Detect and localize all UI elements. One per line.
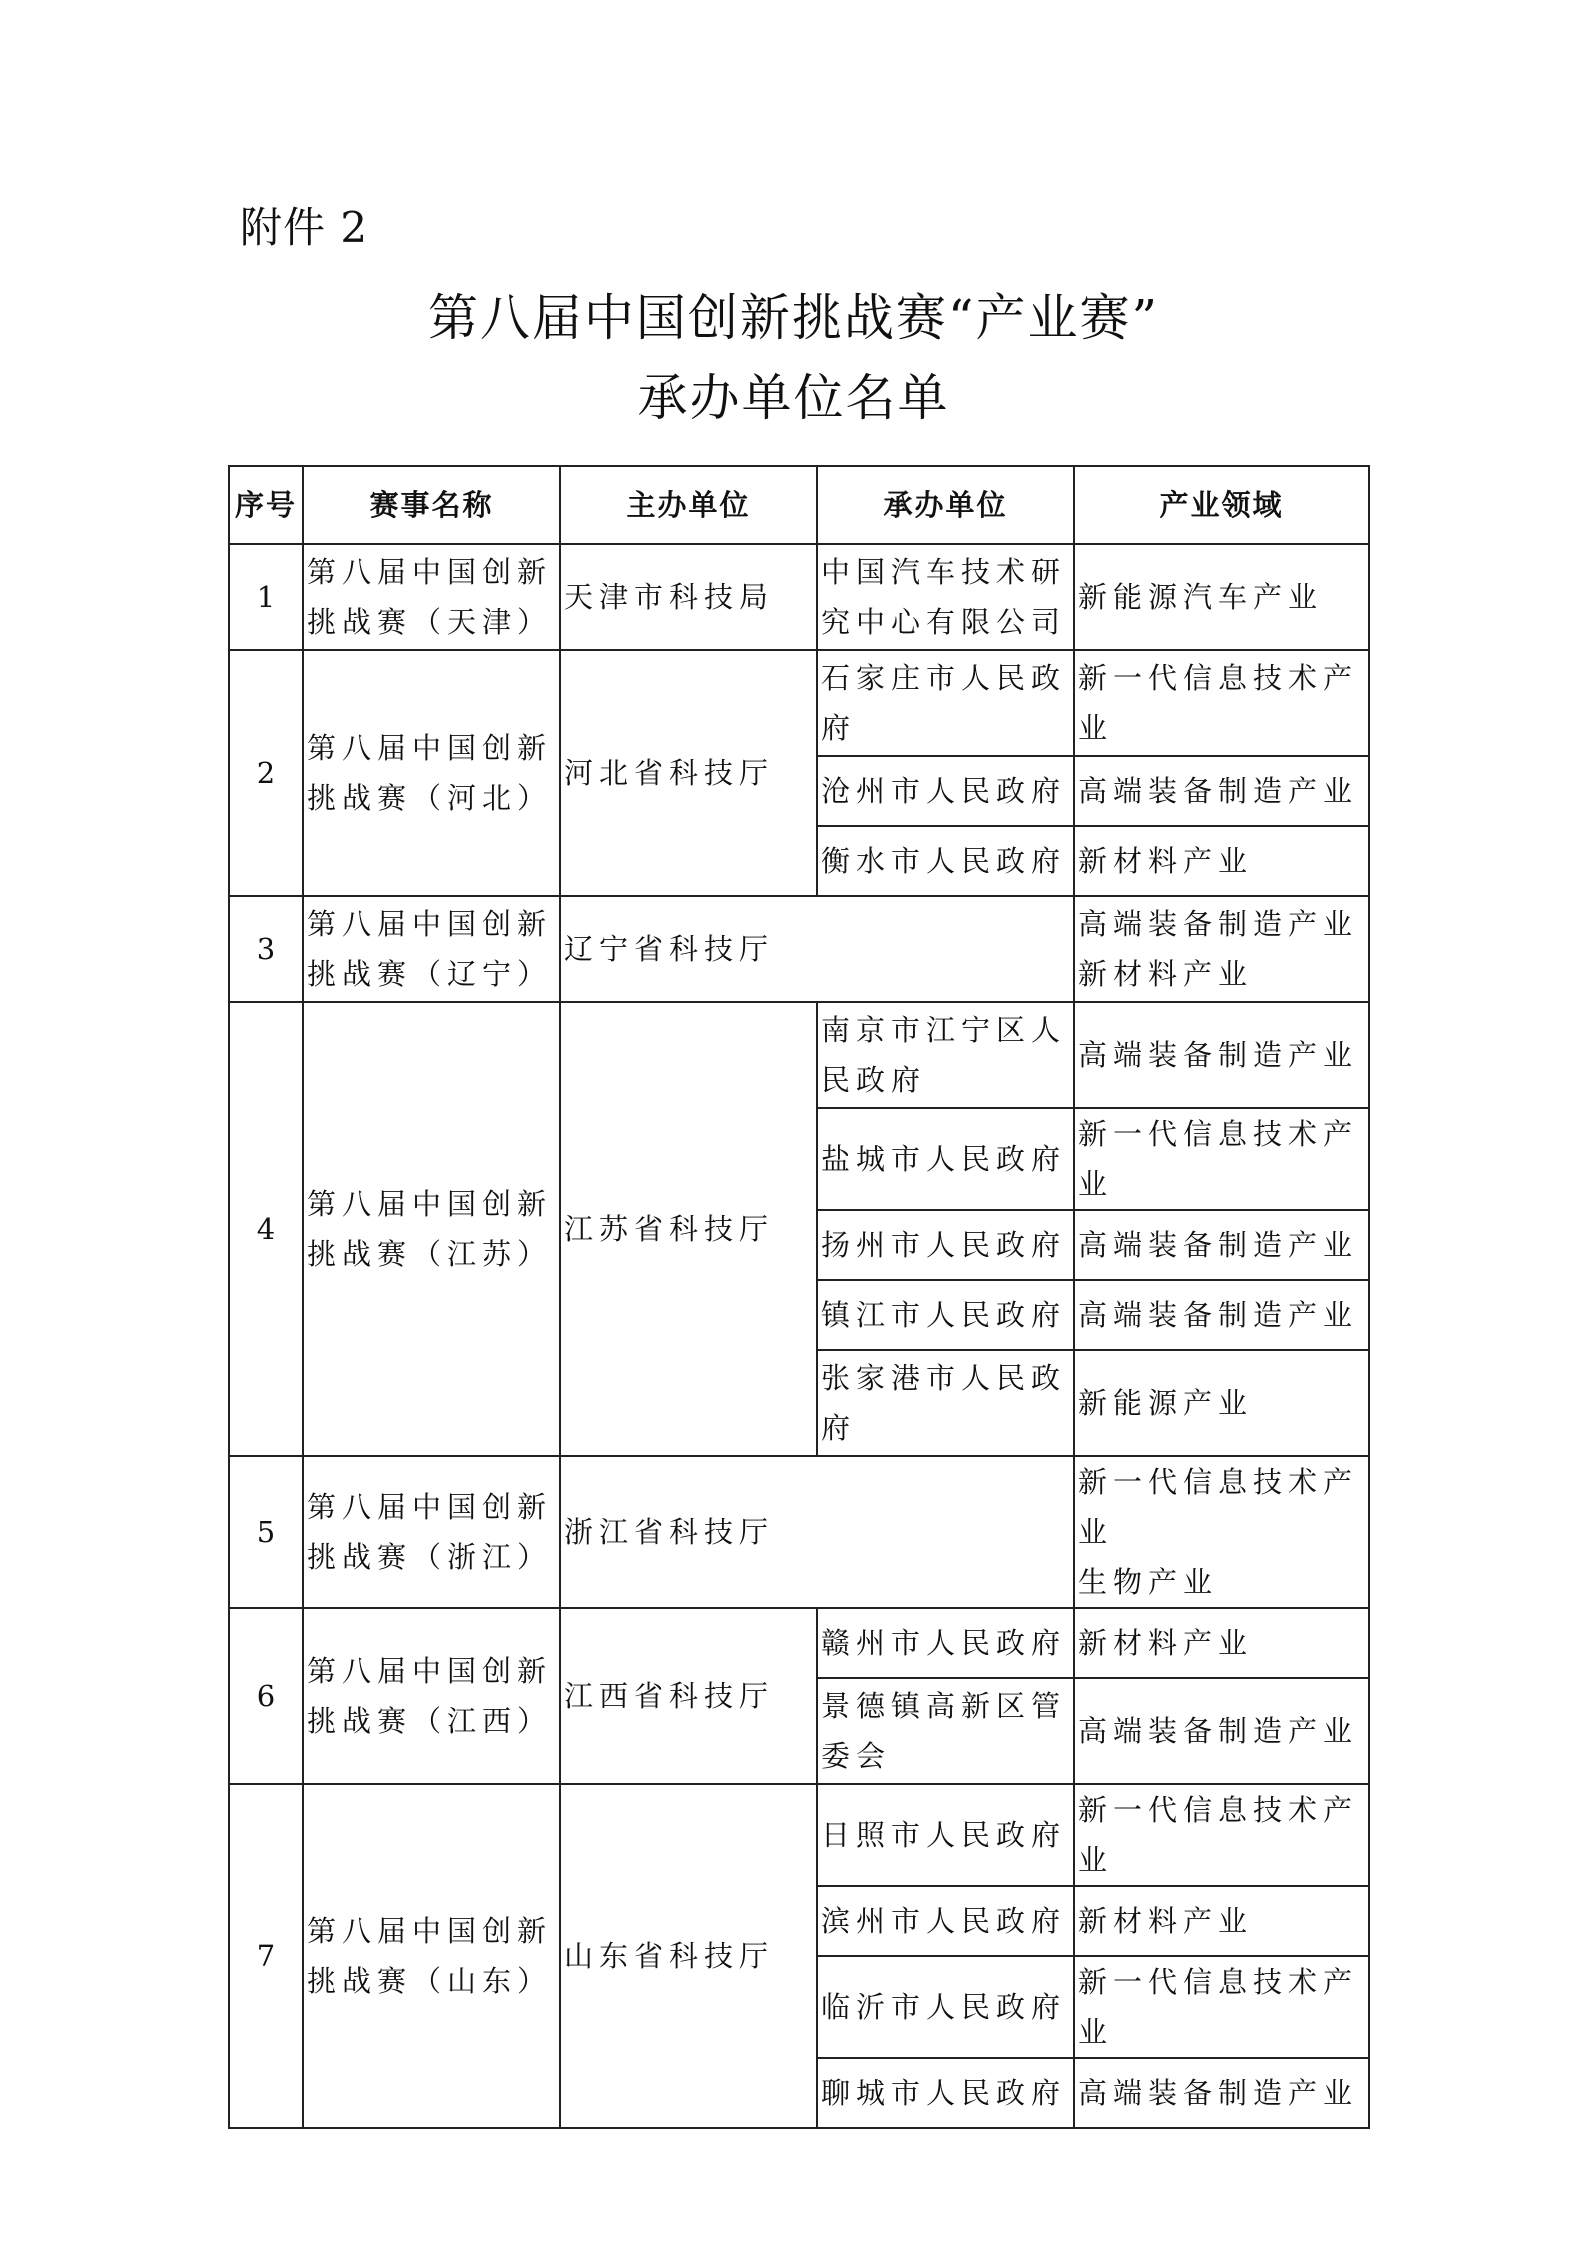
industry-cell: 新材料产业 [1074,826,1369,896]
industry-line: 生物产业 [1078,1565,1219,1599]
event-name: 第八届中国创新挑战赛（浙江） [303,1456,560,1608]
header-industry: 产业领域 [1074,466,1369,544]
event-host: 江西省科技厅 [560,1608,817,1784]
industry-cell: 新材料产业 [1074,1608,1369,1678]
organizer-cell: 景德镇高新区管委会 [817,1678,1074,1784]
industry-cell: 新能源汽车产业 [1074,544,1369,650]
header-seq: 序号 [229,466,303,544]
event-seq: 5 [229,1456,303,1608]
industry-cell: 高端装备制造产业 [1074,1280,1369,1350]
table-row [229,544,1369,650]
event-name: 第八届中国创新挑战赛（江苏） [303,1002,560,1456]
industry-cell: 高端装备制造产业 [1074,1002,1369,1108]
event-name: 第八届中国创新挑战赛（辽宁） [303,896,560,1002]
event-name: 第八届中国创新挑战赛（河北） [303,650,560,896]
document-subtitle: 承办单位名单 [637,369,950,427]
table-header-row [229,466,1369,544]
industry-cell: 高端装备制造产业 [1074,2058,1369,2128]
event-seq: 3 [229,896,303,1002]
organizer-cell: 衡水市人民政府 [817,826,1074,896]
event-host: 辽宁省科技厅 [560,896,1074,1002]
industry-cell: 高端装备制造产业 [1074,1210,1369,1280]
event-host: 河北省科技厅 [560,650,817,896]
industry-cell [1074,896,1369,1002]
table-row [229,1002,1369,1108]
event-seq: 2 [229,650,303,896]
organizer-cell: 镇江市人民政府 [817,1280,1074,1350]
organizer-cell: 聊城市人民政府 [817,2058,1074,2128]
header-event-name: 赛事名称 [303,466,560,544]
table-row [229,1456,1369,1608]
organizer-cell: 滨州市人民政府 [817,1886,1074,1956]
event-host: 山东省科技厅 [560,1784,817,2128]
industry-cell: 高端装备制造产业 [1074,756,1369,826]
organizer-cell: 南京市江宁区人民政府 [817,1002,1074,1108]
industry-cell: 新一代信息技术产业 [1074,1956,1369,2058]
event-seq: 7 [229,1784,303,2128]
industry-cell: 新一代信息技术产业 [1074,1108,1369,1210]
industry-line: 新材料产业 [1078,957,1254,991]
event-host: 浙江省科技厅 [560,1456,1074,1608]
organizer-table [228,465,1370,2129]
table-row [229,1608,1369,1678]
event-name: 第八届中国创新挑战赛（天津） [303,544,560,650]
organizer-cell: 沧州市人民政府 [817,756,1074,826]
event-seq: 1 [229,544,303,650]
industry-line: 高端装备制造产业 [1078,907,1359,941]
table-row [229,1784,1369,1886]
event-seq: 6 [229,1608,303,1784]
organizer-cell: 临沂市人民政府 [817,1956,1074,2058]
industry-cell: 新一代信息技术产业 [1074,650,1369,756]
table-row [229,650,1369,756]
organizer-cell: 赣州市人民政府 [817,1608,1074,1678]
industry-cell: 高端装备制造产业 [1074,1678,1369,1784]
event-name: 第八届中国创新挑战赛（江西） [303,1608,560,1784]
organizer-cell: 日照市人民政府 [817,1784,1074,1886]
industry-cell: 新一代信息技术产业 [1074,1784,1369,1886]
attachment-label: 附件 2 [240,203,369,252]
document-title: 第八届中国创新挑战赛“产业赛” [427,289,1160,347]
event-name: 第八届中国创新挑战赛（山东） [303,1784,560,2128]
industry-cell [1074,1456,1369,1608]
organizer-cell: 盐城市人民政府 [817,1108,1074,1210]
organizer-cell: 扬州市人民政府 [817,1210,1074,1280]
organizer-cell: 张家港市人民政府 [817,1350,1074,1456]
header-organizer: 承办单位 [817,466,1074,544]
event-host: 天津市科技局 [560,544,817,650]
organizer-cell: 中国汽车技术研究中心有限公司 [817,544,1074,650]
header-host: 主办单位 [560,466,817,544]
industry-cell: 新能源产业 [1074,1350,1369,1456]
table-row [229,896,1369,1002]
industry-cell: 新材料产业 [1074,1886,1369,1956]
event-seq: 4 [229,1002,303,1456]
event-host: 江苏省科技厅 [560,1002,817,1456]
organizer-cell: 石家庄市人民政府 [817,650,1074,756]
industry-line: 新一代信息技术产业 [1078,1465,1359,1549]
